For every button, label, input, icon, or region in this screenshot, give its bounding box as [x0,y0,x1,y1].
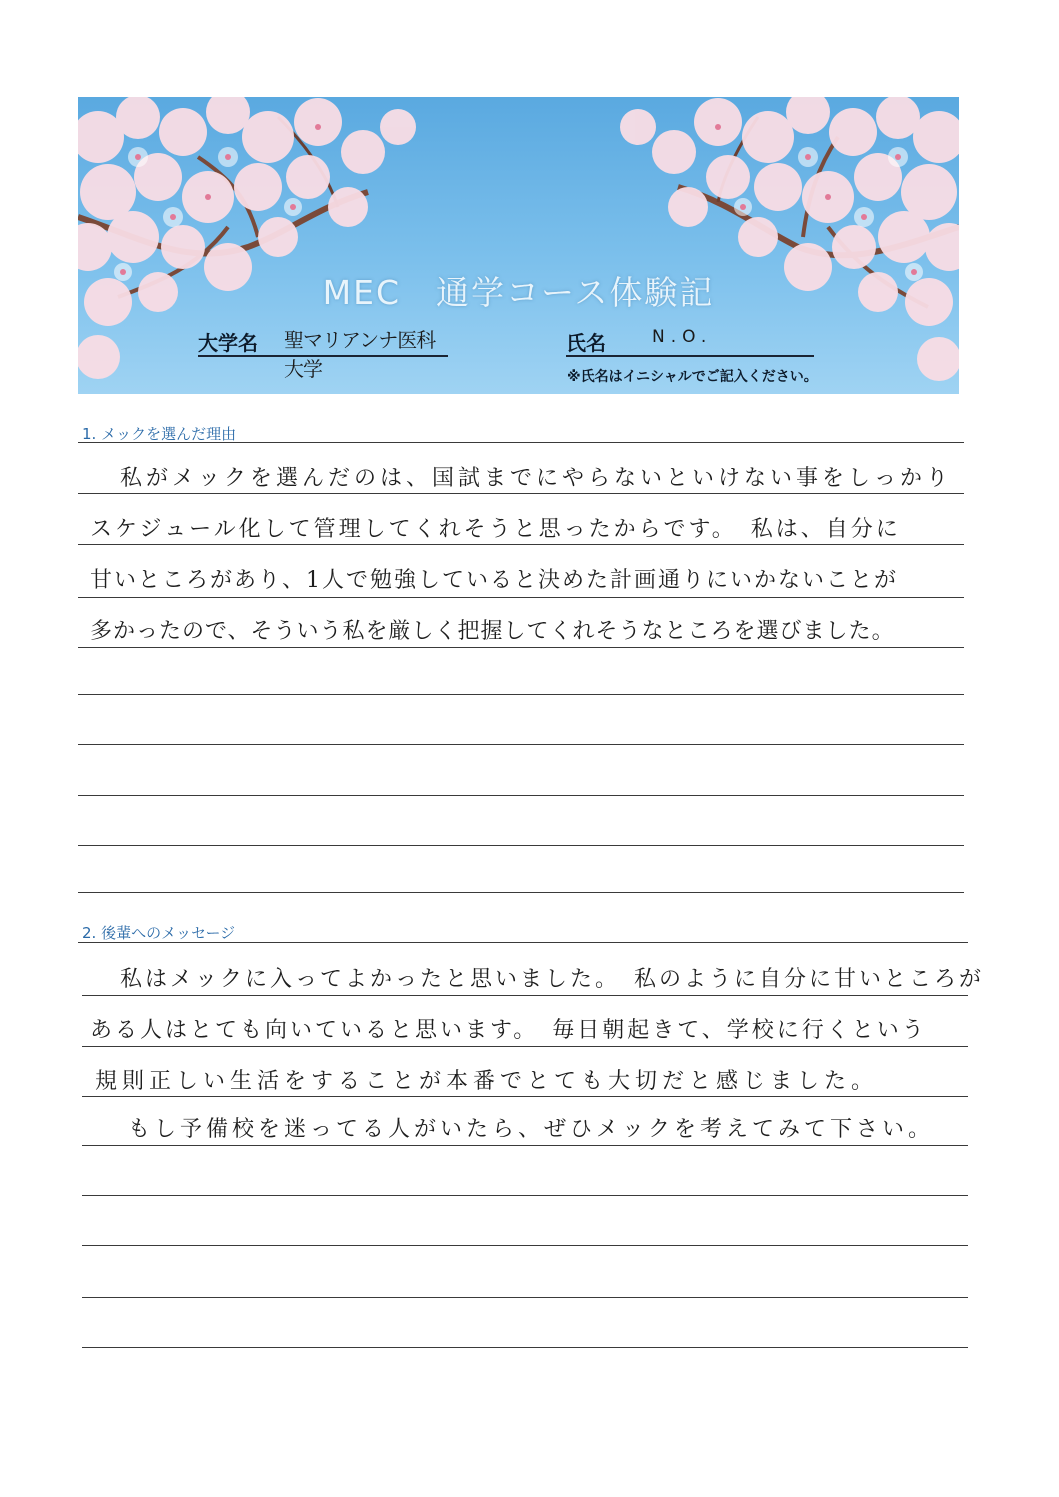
university-label: 大学名 [198,331,258,355]
section1-line-1: 私がメックを選んだのは、国試までにやらないといけない事をしっかり [120,466,953,491]
ruled-line [78,647,964,648]
name-note: ※氏名はイニシャルでご記入ください。 [567,369,818,385]
section2-heading-rule [78,942,968,943]
ruled-line [78,744,964,745]
ruled-line [82,1297,968,1298]
section1-line-2: スケジュール化して管理してくれそうと思ったからです。 私は、自分に [90,517,901,542]
section2-line-1: 私はメックに入ってよかったと思いました。 私のように自分に甘いところが [120,967,985,992]
section1-line-3: 甘いところがあり、1人で勉強していると決めた計画通りにいかないことが [90,568,898,593]
header-banner [78,97,959,394]
ruled-line [82,1347,968,1348]
ruled-line [82,1145,968,1146]
ruled-line [78,892,964,893]
ruled-line [82,1195,968,1196]
ruled-line [82,1096,968,1097]
ruled-line [78,597,964,598]
ruled-line [82,1245,968,1246]
ruled-line [78,795,964,796]
ruled-line [78,694,964,695]
section1-heading: 1. メックを選んだ理由 [82,425,237,443]
university-field [198,327,448,381]
ruled-line [78,493,964,494]
section2-line-4: もし予備校を迷ってる人がいたら、ぜひメックを考えてみて下さい。 [128,1117,935,1142]
name-label: 氏名 [566,331,606,355]
ruled-line [78,544,964,545]
ruled-line [82,995,968,996]
section2-line-3: 規則正しい生活をすることが本番でとても大切だと感じました。 [95,1069,879,1094]
section2-line-2: ある人はとても向いていると思います。 毎日朝起きて、学校に行くという [90,1018,927,1043]
name-field [566,327,814,357]
section1-line-4: 多かったので、そういう私を厳しく把握してくれそうなところを選びました。 [90,619,895,644]
section1-heading-rule [78,442,964,443]
ruled-line [78,845,964,846]
banner-title: MEC 通学コース体験記 [322,273,715,312]
ruled-line [82,1046,968,1047]
section2-heading: 2. 後輩へのメッセージ [82,924,236,942]
university-value: 聖マリアンナ医科大学 [284,328,436,381]
name-value: N.O. [652,327,713,347]
